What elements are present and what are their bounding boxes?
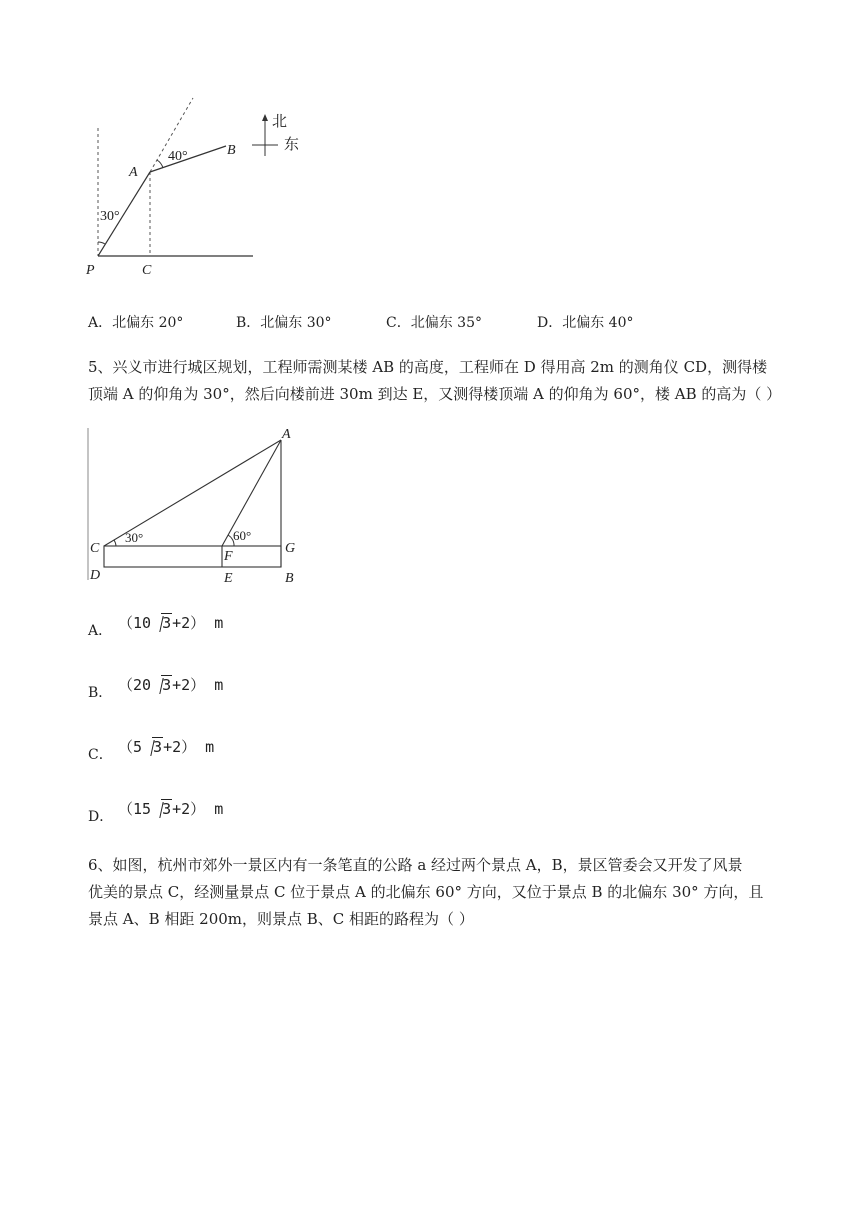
label-angle-30: 30° <box>100 209 120 224</box>
option-letter: B． <box>236 315 261 331</box>
label-east: 东 <box>284 137 300 153</box>
q6-line-3: 景点 A、B 相距 200m，则景点 B、C 相距的路程为（ ） <box>88 910 474 928</box>
label-point-a: A <box>282 427 291 442</box>
q4-option-c[interactable] <box>386 312 482 332</box>
sqrt-symbol: 3 <box>151 676 172 694</box>
label-point-d: D <box>90 568 101 583</box>
bearing-diagram <box>80 90 320 290</box>
label-point-p: P <box>86 263 95 278</box>
sqrt-symbol: 3 <box>151 800 172 818</box>
option-letter: C． <box>88 747 113 763</box>
option-text: 北偏东 35° <box>410 315 482 331</box>
q4-option-a[interactable] <box>88 312 183 332</box>
label-point-a: A <box>129 165 138 180</box>
q6-line-2: 优美的景点 C，经测量景点 C 位于景点 A 的北偏东 60° 方向，又位于景点 B 的北偏东 30° 方向，且 <box>88 883 764 901</box>
sqrt-symbol: 3 <box>151 614 172 632</box>
q5-line-2: 顶端 A 的仰角为 30°，然后向楼前进 30m 到达 E，又测得楼顶端 A 的仰角为 60°，楼 AB 的高为（ ） <box>88 385 782 403</box>
label-point-b: B <box>227 143 236 158</box>
option-expression: （15 3+2） m <box>118 800 224 818</box>
option-text: 北偏东 40° <box>562 315 634 331</box>
label-point-c: C <box>142 263 152 278</box>
option-expression: （5 3+2） m <box>118 738 215 756</box>
label-point-e: E <box>224 571 233 586</box>
option-letter: D． <box>88 809 114 825</box>
option-letter: A． <box>88 315 113 331</box>
sight-line-fa <box>222 440 281 546</box>
label-point-f: F <box>224 549 233 564</box>
instrument-strip <box>104 546 281 567</box>
option-letter: D． <box>537 315 563 331</box>
angle-arc-c <box>114 540 116 546</box>
q5-line-1: 5、兴义市进行城区规划，工程师需测某楼 AB 的高度，工程师在 D 得用高 2m 的测角仪 CD，测得楼 <box>88 358 768 376</box>
option-text: 北偏东 20° <box>112 315 184 331</box>
label-angle-60: 60° <box>233 528 252 543</box>
option-expression: （20 3+2） m <box>118 676 224 694</box>
option-text: 北偏东 30° <box>260 315 332 331</box>
angle-arc-p <box>98 242 105 244</box>
segment-ab <box>150 146 226 172</box>
q5-stem <box>88 354 781 408</box>
option-expression: （10 3+2） m <box>118 614 224 632</box>
label-point-b: B <box>285 571 294 586</box>
label-point-c: C <box>90 541 100 556</box>
label-point-g: G <box>285 541 296 556</box>
elevation-diagram <box>84 424 314 586</box>
option-letter: A． <box>88 623 113 639</box>
q4-option-b[interactable] <box>236 312 332 332</box>
compass-arrowhead <box>262 114 268 121</box>
q6-stem <box>88 852 763 933</box>
option-letter: C． <box>386 315 411 331</box>
label-angle-40: 40° <box>168 149 188 164</box>
label-north: 北 <box>272 114 288 130</box>
sqrt-symbol: 3 <box>142 738 163 756</box>
q6-line-1: 6、如图，杭州市郊外一景区内有一条笔直的公路 a 经过两个景点 A，B，景区管委会又开发了风景 <box>88 856 743 874</box>
label-angle-30: 30° <box>125 530 144 545</box>
angle-arc-a <box>157 160 163 168</box>
q4-option-d[interactable] <box>537 312 634 332</box>
option-letter: B． <box>88 685 113 701</box>
